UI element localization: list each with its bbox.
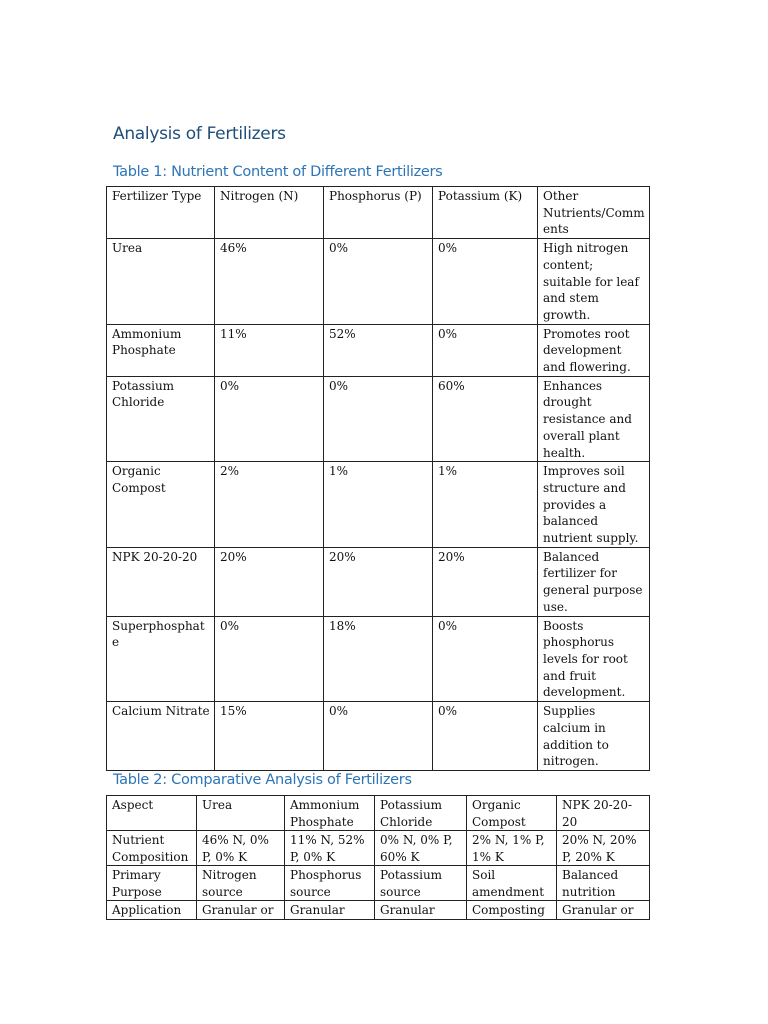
table-row xyxy=(107,616,650,702)
table-header-row xyxy=(107,187,650,239)
table-cell: Potassium source xyxy=(375,866,467,901)
table-cell: 2% xyxy=(215,462,324,548)
header-cell: Urea xyxy=(197,796,285,831)
table-cell: 0% xyxy=(324,702,433,771)
table-cell: 1% xyxy=(433,462,538,548)
table-cell: Primary Purpose xyxy=(107,866,197,901)
table2-caption: Table 2: Comparative Analysis of Fertilizers xyxy=(113,772,412,788)
table-cell: Boosts phosphorus levels for root and fruit development. xyxy=(538,616,650,702)
table-row xyxy=(107,324,650,376)
table-cell: Nitrogen source xyxy=(197,866,285,901)
table-cell: 0% xyxy=(433,616,538,702)
table-row xyxy=(107,702,650,771)
table-cell: 20% xyxy=(433,547,538,616)
table-cell: Enhances drought resistance and overall plant health. xyxy=(538,376,650,462)
table-cell: 0% xyxy=(324,376,433,462)
table-cell: 11% N, 52% P, 0% K xyxy=(285,831,375,866)
table-cell: Superphosphate xyxy=(107,616,215,702)
table-cell: 15% xyxy=(215,702,324,771)
table-cell: Potassium Chloride xyxy=(107,376,215,462)
table-cell: 0% xyxy=(433,702,538,771)
table-cell: 20% xyxy=(215,547,324,616)
table-cell: Urea xyxy=(107,239,215,325)
table-cell: Ammonium Phosphate xyxy=(107,324,215,376)
header-cell: Aspect xyxy=(107,796,197,831)
table-cell: 20% N, 20% P, 20% K xyxy=(557,831,650,866)
table-cell: Granular xyxy=(375,901,467,920)
table-cell: Calcium Nitrate xyxy=(107,702,215,771)
table1-caption: Table 1: Nutrient Content of Different Fertilizers xyxy=(113,164,443,180)
table-cell: Nutrient Composition xyxy=(107,831,197,866)
document-title: Analysis of Fertilizers xyxy=(113,124,286,144)
table-cell: 11% xyxy=(215,324,324,376)
table-cell: NPK 20-20-20 xyxy=(107,547,215,616)
table-cell: 46% N, 0% P, 0% K xyxy=(197,831,285,866)
table-row xyxy=(107,239,650,325)
table-cell: 1% xyxy=(324,462,433,548)
table-cell: Granular or xyxy=(197,901,285,920)
table-cell: High nitrogen content; suitable for leaf and stem growth. xyxy=(538,239,650,325)
table-header-row xyxy=(107,796,650,831)
table-cell: 2% N, 1% P, 1% K xyxy=(467,831,557,866)
table-cell: 0% N, 0% P, 60% K xyxy=(375,831,467,866)
table-cell: 52% xyxy=(324,324,433,376)
table-cell: Balanced fertilizer for general purpose use. xyxy=(538,547,650,616)
header-cell: Other Nutrients/Comments xyxy=(538,187,650,239)
table-row xyxy=(107,866,650,901)
table-cell: 60% xyxy=(433,376,538,462)
header-cell: Organic Compost xyxy=(467,796,557,831)
table-cell: Supplies calcium in addition to nitrogen. xyxy=(538,702,650,771)
nutrient-content-table xyxy=(106,186,650,771)
table-cell: 0% xyxy=(215,376,324,462)
table-cell: Phosphorus source xyxy=(285,866,375,901)
table-cell: Improves soil structure and provides a balanced nutrient supply. xyxy=(538,462,650,548)
header-cell: Fertilizer Type xyxy=(107,187,215,239)
header-cell: Potassium (K) xyxy=(433,187,538,239)
header-cell: Ammonium Phosphate xyxy=(285,796,375,831)
table-cell: 20% xyxy=(324,547,433,616)
table-cell: Composting xyxy=(467,901,557,920)
table-cell: Balanced nutrition xyxy=(557,866,650,901)
table-cell: Promotes root development and flowering. xyxy=(538,324,650,376)
table-row xyxy=(107,376,650,462)
table-cell: 0% xyxy=(433,239,538,325)
table-cell: Organic Compost xyxy=(107,462,215,548)
table-cell: 0% xyxy=(433,324,538,376)
table-cell: 0% xyxy=(324,239,433,325)
table-row xyxy=(107,547,650,616)
table-row xyxy=(107,901,650,920)
table-cell: 0% xyxy=(215,616,324,702)
table-row xyxy=(107,462,650,548)
header-cell: NPK 20-20-20 xyxy=(557,796,650,831)
header-cell: Potassium Chloride xyxy=(375,796,467,831)
table-cell: Application xyxy=(107,901,197,920)
table-row xyxy=(107,831,650,866)
header-cell: Nitrogen (N) xyxy=(215,187,324,239)
table-cell: Granular xyxy=(285,901,375,920)
table-cell: 18% xyxy=(324,616,433,702)
table-cell: Soil amendment xyxy=(467,866,557,901)
table-cell: Granular or xyxy=(557,901,650,920)
table-cell: 46% xyxy=(215,239,324,325)
comparative-analysis-table xyxy=(106,795,650,920)
header-cell: Phosphorus (P) xyxy=(324,187,433,239)
